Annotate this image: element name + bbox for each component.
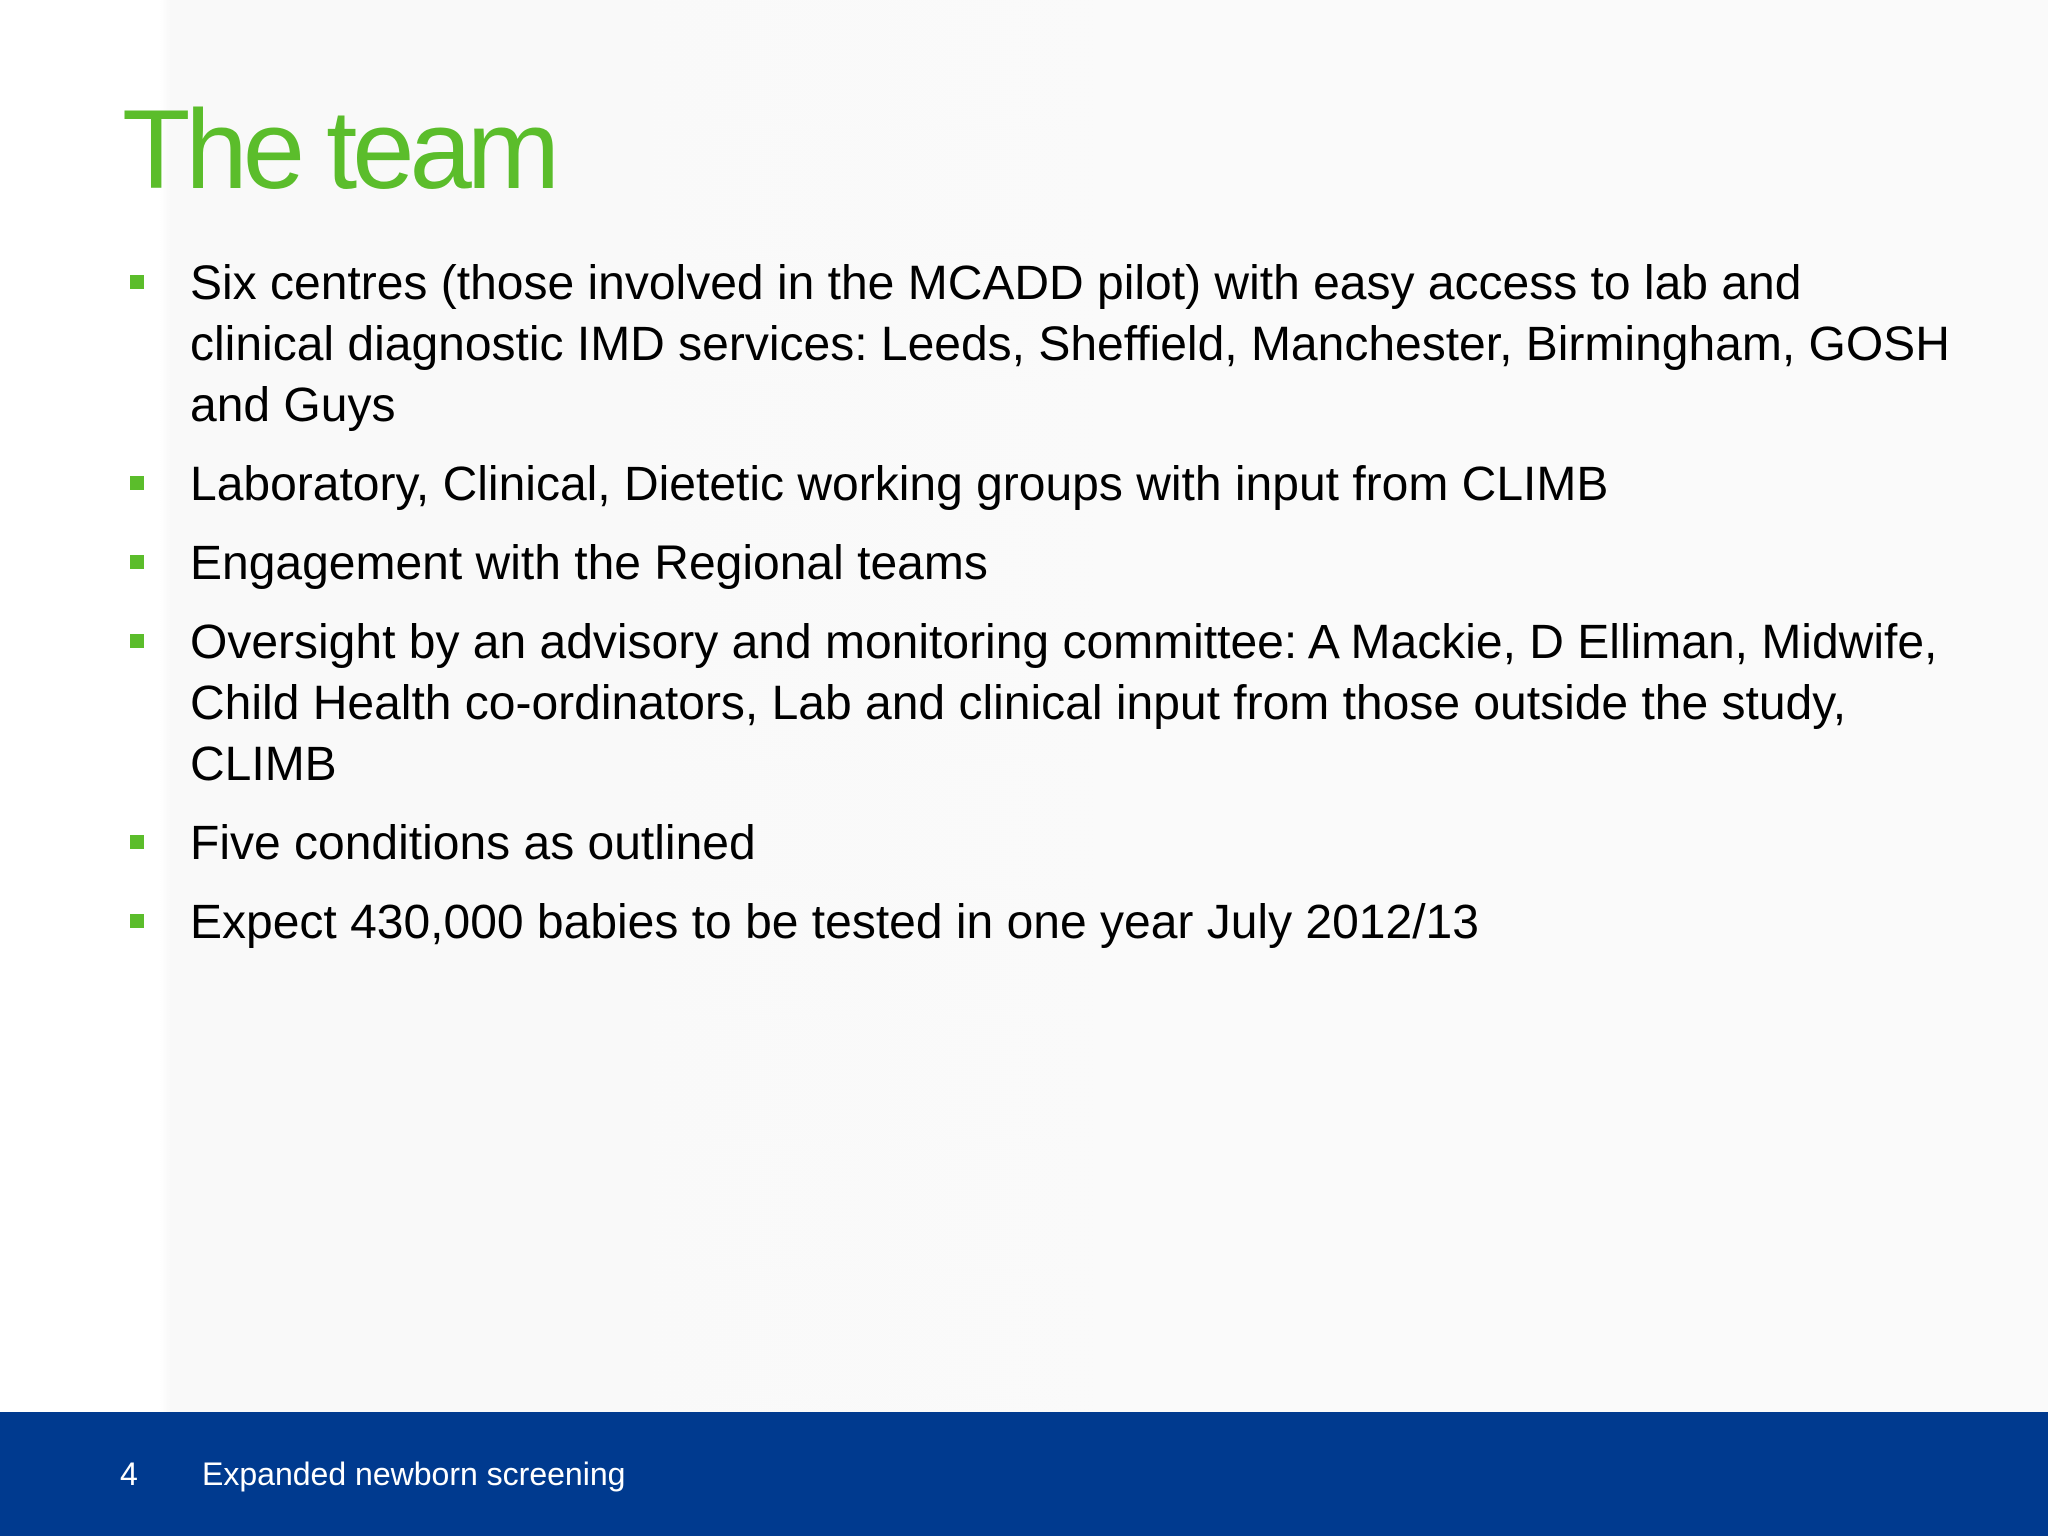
- square-bullet-icon: [130, 555, 144, 569]
- bullet-text: Five conditions as outlined: [190, 817, 756, 870]
- square-bullet-icon: [130, 914, 144, 928]
- bullet-item: [120, 454, 1950, 515]
- slide-title: The team: [122, 87, 556, 212]
- footer-bar: [0, 1412, 2048, 1536]
- bullet-item: [120, 253, 1950, 436]
- square-bullet-icon: [130, 275, 144, 289]
- bullet-text: Expect 430,000 babies to be tested in one year July 2012/13: [190, 896, 1479, 949]
- page-number: 4: [120, 1456, 138, 1492]
- square-bullet-icon: [130, 634, 144, 648]
- bullet-text: Engagement with the Regional teams: [190, 537, 988, 590]
- square-bullet-icon: [130, 835, 144, 849]
- bullet-item: [120, 533, 1950, 594]
- bullet-item: [120, 612, 1950, 795]
- bullet-list: [120, 253, 1950, 971]
- bullet-text: Laboratory, Clinical, Dietetic working groups with input from CLIMB: [190, 458, 1609, 511]
- bullet-item: [120, 892, 1950, 953]
- bullet-text: Six centres (those involved in the MCADD pilot) with easy access to lab and clinical diagnostic IMD services: Leeds, Sheffield, Manchester, Birmingham, GOSH and Guys: [190, 257, 1950, 432]
- bullet-item: [120, 813, 1950, 874]
- bullet-text: Oversight by an advisory and monitoring committee: A Mackie, D Elliman, Midwife, Child Health co-ordinators, Lab and clinical input from those outside the study, CLIMB: [190, 616, 1938, 791]
- footer-title: Expanded newborn screening: [202, 1456, 626, 1492]
- square-bullet-icon: [130, 476, 144, 490]
